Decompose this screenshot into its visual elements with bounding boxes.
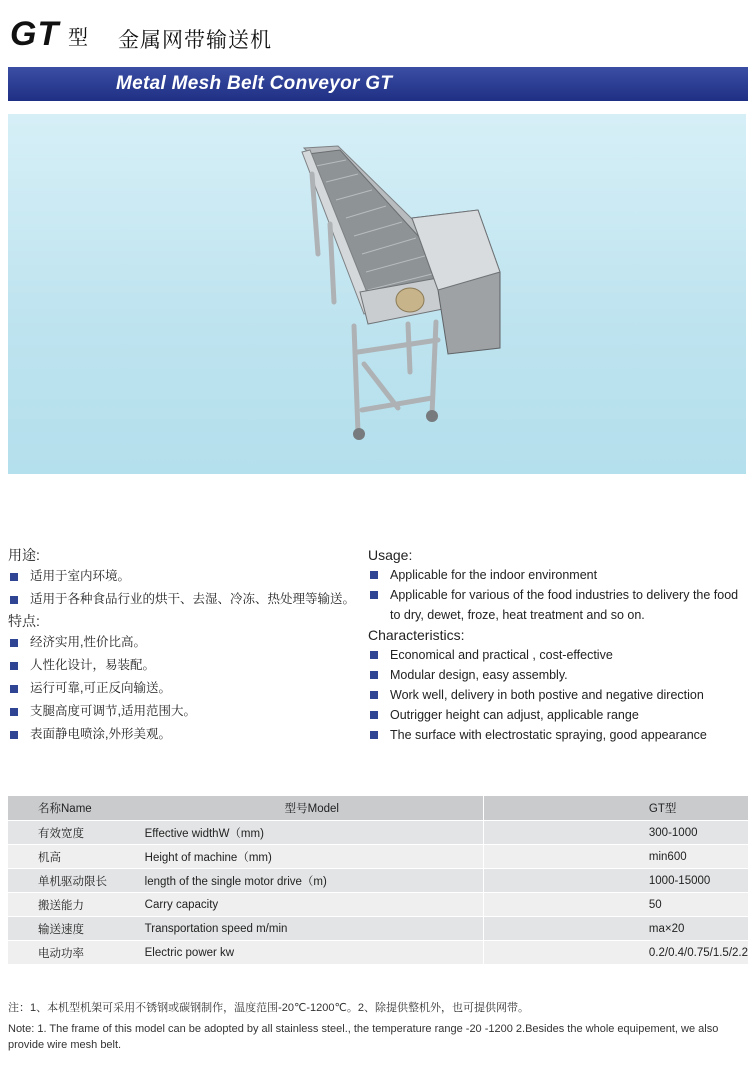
table-row	[8, 941, 748, 965]
square-bullet-icon	[10, 573, 18, 581]
square-bullet-icon	[10, 685, 18, 693]
row-en-label: length of the single motor drive（m)	[145, 869, 484, 893]
row-cn-label: 单机驱动限长	[8, 869, 145, 893]
list-item: Outrigger height can adjust, applicable range	[368, 705, 750, 725]
row-cn-label: 电动功率	[8, 941, 145, 965]
row-value: 300-1000	[483, 821, 748, 845]
square-bullet-icon	[10, 708, 18, 716]
list-item: 表面静电喷涂,外形美观。	[8, 723, 363, 746]
square-bullet-icon	[10, 662, 18, 670]
table-row	[8, 821, 748, 845]
row-value: 0.2/0.4/0.75/1.5/2.2	[483, 941, 748, 965]
list-item: 人性化设计，易装配。	[8, 654, 363, 677]
product-photo	[8, 114, 746, 474]
list-item: Modular design, easy assembly.	[368, 665, 750, 685]
conveyor-illustration	[8, 114, 746, 474]
row-value: min600	[483, 845, 748, 869]
page-header	[0, 0, 756, 66]
row-en-label: Electric power kw	[145, 941, 484, 965]
row-en-label: Carry capacity	[145, 893, 484, 917]
header-name: 名称Name	[8, 796, 145, 821]
square-bullet-icon	[370, 711, 378, 719]
row-value: ma×20	[483, 917, 748, 941]
title-banner	[8, 67, 748, 101]
chinese-description	[8, 545, 363, 746]
row-value: 50	[483, 893, 748, 917]
characteristics-heading-en: Characteristics:	[368, 627, 465, 643]
model-suffix: 型	[68, 27, 88, 49]
row-en-label: Height of machine（mm)	[145, 845, 484, 869]
note-english: Note: 1. The frame of this model can be adopted by all stainless steel., the temperature range -20 -1200 2.Besides the whole equipement, we also provide wire mesh belt.	[8, 1023, 719, 1051]
row-cn-label: 搬送能力	[8, 893, 145, 917]
list-item: 支腿高度可调节,适用范围大。	[8, 700, 363, 723]
spec-table	[8, 796, 748, 965]
header-model-label: 型号Model	[145, 796, 484, 821]
square-bullet-icon	[10, 731, 18, 739]
usage-heading-cn: 用途:	[8, 547, 40, 563]
table-row	[8, 869, 748, 893]
english-description	[368, 545, 750, 745]
list-item: 适用于各种食品行业的烘干、去湿、冷冻、热处理等输送。	[8, 588, 363, 611]
header-model-value: GT型	[483, 796, 748, 821]
table-header-row	[8, 796, 748, 821]
row-value: 1000-15000	[483, 869, 748, 893]
square-bullet-icon	[10, 639, 18, 647]
chinese-title: 金属网带输送机	[118, 29, 272, 52]
square-bullet-icon	[370, 571, 378, 579]
list-item: Applicable for various of the food industries to delivery the food to dry, dewet, froze, heat treatment and so on.	[368, 585, 750, 625]
row-en-label: Effective widthW（mm)	[145, 821, 484, 845]
usage-heading-en: Usage:	[368, 547, 413, 563]
row-en-label: Transportation speed m/min	[145, 917, 484, 941]
list-item: Work well, delivery in both postive and negative direction	[368, 685, 750, 705]
square-bullet-icon	[370, 651, 378, 659]
square-bullet-icon	[370, 691, 378, 699]
row-cn-label: 输送速度	[8, 917, 145, 941]
list-item: Economical and practical , cost-effective	[368, 645, 750, 665]
list-item: 适用于室内环境。	[8, 565, 363, 588]
row-cn-label: 机高	[8, 845, 145, 869]
square-bullet-icon	[370, 731, 378, 739]
square-bullet-icon	[10, 596, 18, 604]
features-heading-cn: 特点:	[8, 613, 40, 629]
square-bullet-icon	[370, 591, 378, 599]
list-item: 运行可靠,可正反向输送。	[8, 677, 363, 700]
table-row	[8, 917, 748, 941]
table-row	[8, 845, 748, 869]
list-item: 经济实用,性价比高。	[8, 631, 363, 654]
english-title: Metal Mesh Belt Conveyor GT	[116, 73, 393, 94]
row-cn-label: 有效宽度	[8, 821, 145, 845]
table-row	[8, 893, 748, 917]
note-chinese: 注：1、本机型机架可采用不锈钢或碳钢制作，温度范围-20℃-1200℃。2、除提供整机外，也可提供网带。	[8, 1002, 529, 1014]
model-code: GT	[10, 15, 60, 53]
square-bullet-icon	[370, 671, 378, 679]
list-item: Applicable for the indoor environment	[368, 565, 750, 585]
list-item: The surface with electrostatic spraying, good appearance	[368, 725, 750, 745]
